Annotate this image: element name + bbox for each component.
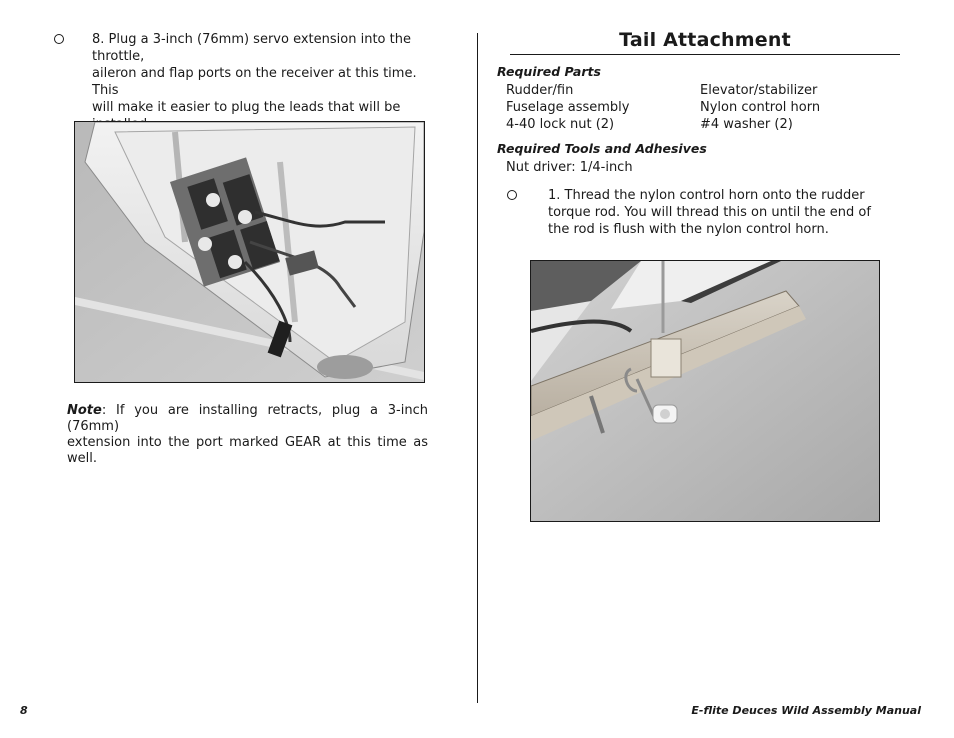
manual-title: E-flite Deuces Wild Assembly Manual (691, 704, 921, 717)
section-title-rule (510, 54, 900, 55)
servo-photo-illustration (75, 122, 424, 382)
step-8-line: will make it easier to plug the leads that will be (92, 100, 401, 115)
part-item: Fuselage assembly (506, 100, 630, 115)
step-8-checkbox[interactable] (54, 34, 64, 44)
part-item: #4 washer (2) (700, 117, 793, 132)
required-parts-heading: Required Parts (497, 64, 601, 79)
column-divider (477, 33, 478, 703)
note-line: extension into the port marked GEAR at this time as well. (67, 435, 428, 466)
step-1-line: the rod is flush with the nylon control horn. (548, 222, 829, 237)
servo-installation-photo (74, 121, 425, 383)
step-1-checkbox[interactable] (507, 190, 517, 200)
page-number: 8 (20, 704, 28, 717)
retracts-note (67, 403, 428, 467)
step-1-line: 1. Thread the nylon control horn onto the rudder (548, 188, 865, 203)
part-item: Nylon control horn (700, 100, 821, 115)
step-1-line: torque rod. You will thread this on until the end of (548, 205, 871, 220)
required-tools-heading: Required Tools and Adhesives (497, 141, 707, 156)
note-text: : If you are installing retracts, plug a 3-inch (76mm) (67, 403, 428, 434)
tool-item: Nut driver: 1/4-inch (506, 160, 633, 175)
note-label: Note (67, 403, 102, 418)
part-item: Rudder/fin (506, 83, 574, 98)
note-line (67, 403, 428, 435)
control-horn-photo (530, 260, 880, 522)
step-8-line: aileron and flap ports on the receiver at this time. This (92, 66, 417, 98)
section-title: Tail Attachment (619, 29, 791, 51)
step-1-text (548, 187, 871, 238)
part-item: 4-40 lock nut (2) (506, 117, 615, 132)
step-8-line: 8. Plug a 3-inch (76mm) servo extension into the throttle, (92, 32, 411, 64)
step-1 (507, 187, 887, 238)
part-item: Elevator/stabilizer (700, 83, 818, 98)
control-horn-photo-illustration (531, 261, 879, 521)
required-parts-list (506, 82, 900, 133)
